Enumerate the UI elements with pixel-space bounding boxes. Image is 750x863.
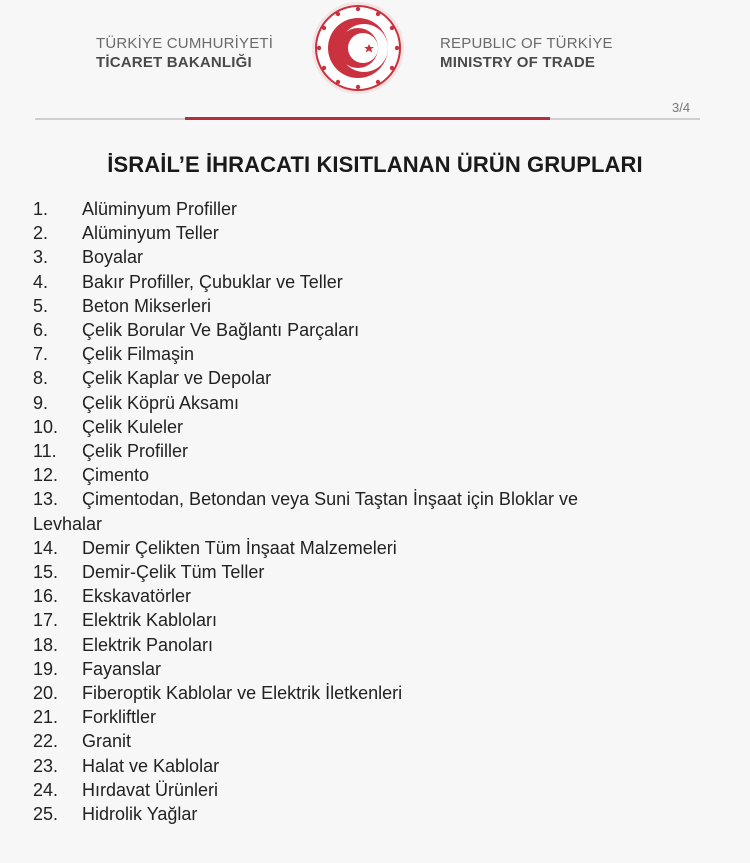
ministry-name-english bbox=[440, 34, 640, 72]
item-number: 7. bbox=[33, 344, 49, 365]
item-text: Demir Çelikten Tüm İnşaat Malzemeleri bbox=[82, 537, 397, 558]
item-text: Fayanslar bbox=[82, 658, 162, 679]
list-item bbox=[33, 754, 723, 778]
list-item bbox=[33, 778, 723, 802]
item-text: Çelik Profiller bbox=[82, 441, 189, 462]
list-item bbox=[33, 487, 723, 535]
item-number: 14. bbox=[33, 537, 59, 558]
list-item bbox=[33, 294, 723, 318]
item-text: Çelik Köprü Aksamı bbox=[82, 392, 240, 413]
item-text: Hidrolik Yağlar bbox=[82, 804, 198, 825]
item-number: 5. bbox=[33, 295, 49, 316]
header-divider-accent bbox=[185, 117, 550, 120]
item-text: Alüminyum Teller bbox=[82, 223, 219, 244]
list-item bbox=[33, 584, 723, 608]
item-number: 21. bbox=[33, 707, 59, 728]
item-number: 23. bbox=[33, 755, 59, 776]
item-text: Çimentodan, Betondan veya Suni Taştan İnşaat için Bloklar ve bbox=[82, 489, 578, 510]
item-number: 2. bbox=[33, 223, 49, 244]
list-item bbox=[33, 633, 723, 657]
item-number: 17. bbox=[33, 610, 59, 631]
item-text: Elektrik Panoları bbox=[82, 634, 214, 655]
item-number: 11. bbox=[33, 441, 57, 462]
item-number: 19. bbox=[33, 658, 59, 679]
item-text: Ekskavatörler bbox=[82, 586, 192, 607]
item-text: Fiberoptik Kablolar ve Elektrik İletkenleri bbox=[82, 683, 403, 704]
ministry-en-line2: MINISTRY OF TRADE bbox=[440, 54, 596, 71]
product-group-list bbox=[33, 197, 723, 826]
item-text: Bakır Profiller, Çubuklar ve Teller bbox=[82, 271, 343, 292]
item-number: 10. bbox=[33, 416, 59, 437]
list-item bbox=[33, 245, 723, 269]
ministry-emblem-logo bbox=[306, 0, 410, 100]
item-number: 13. bbox=[33, 489, 59, 510]
ministry-name-turkish bbox=[96, 34, 278, 72]
ministry-tr-line2: TİCARET BAKANLIĞI bbox=[96, 54, 252, 71]
list-item bbox=[33, 657, 723, 681]
item-number: 8. bbox=[33, 368, 49, 389]
list-item bbox=[33, 391, 723, 415]
item-text-continuation: Levhalar bbox=[33, 513, 103, 534]
item-text: Çelik Kuleler bbox=[82, 416, 184, 437]
item-text: Hırdavat Ürünleri bbox=[82, 779, 219, 800]
item-text: Beton Mikserleri bbox=[82, 295, 212, 316]
item-text: Alüminyum Profiller bbox=[82, 199, 238, 219]
item-number: 16. bbox=[33, 586, 59, 607]
item-number: 9. bbox=[33, 392, 49, 413]
item-number: 18. bbox=[33, 634, 59, 655]
list-item bbox=[33, 729, 723, 753]
item-number: 6. bbox=[33, 320, 49, 341]
item-number: 20. bbox=[33, 683, 59, 704]
item-text: Çelik Borular Ve Bağlantı Parçaları bbox=[82, 320, 360, 341]
item-number: 22. bbox=[33, 731, 59, 752]
list-item bbox=[33, 270, 723, 294]
ministry-en-line1: REPUBLIC OF TÜRKİYE bbox=[440, 35, 613, 52]
item-text: Elektrik Kabloları bbox=[82, 610, 218, 631]
item-text: Çelik Filmaşin bbox=[82, 344, 195, 365]
list-item bbox=[33, 608, 723, 632]
item-number: 4. bbox=[33, 271, 49, 292]
item-text: Boyalar bbox=[82, 247, 144, 268]
list-item bbox=[33, 197, 723, 221]
letterhead bbox=[0, 0, 750, 115]
page-number: 3/4 bbox=[672, 100, 691, 115]
list-item bbox=[33, 318, 723, 342]
item-number: 1. bbox=[33, 199, 49, 219]
item-number: 3. bbox=[33, 247, 49, 268]
list-item bbox=[33, 560, 723, 584]
list-item bbox=[33, 221, 723, 245]
item-text: Granit bbox=[82, 731, 132, 752]
item-number: 25. bbox=[33, 804, 59, 825]
item-text: Çimento bbox=[82, 465, 150, 486]
list-item bbox=[33, 536, 723, 560]
list-item bbox=[33, 439, 723, 463]
item-number: 24. bbox=[33, 779, 59, 800]
item-text: Çelik Kaplar ve Depolar bbox=[82, 368, 272, 389]
item-number: 15. bbox=[33, 562, 59, 583]
list-item bbox=[33, 705, 723, 729]
list-item bbox=[33, 342, 723, 366]
list-item bbox=[33, 681, 723, 705]
item-text: Demir-Çelik Tüm Teller bbox=[82, 562, 265, 583]
list-item bbox=[33, 463, 723, 487]
list-item bbox=[33, 366, 723, 390]
item-number: 12. bbox=[33, 465, 59, 486]
page-title: İSRAİL’E İHRACATI KISITLANAN ÜRÜN GRUPLARI bbox=[107, 152, 643, 177]
list-item bbox=[33, 415, 723, 439]
list-item bbox=[33, 802, 723, 826]
item-text: Halat ve Kablolar bbox=[82, 755, 220, 776]
item-text: Forkliftler bbox=[82, 707, 157, 728]
ministry-tr-line1: TÜRKİYE CUMHURİYETİ bbox=[96, 35, 274, 52]
